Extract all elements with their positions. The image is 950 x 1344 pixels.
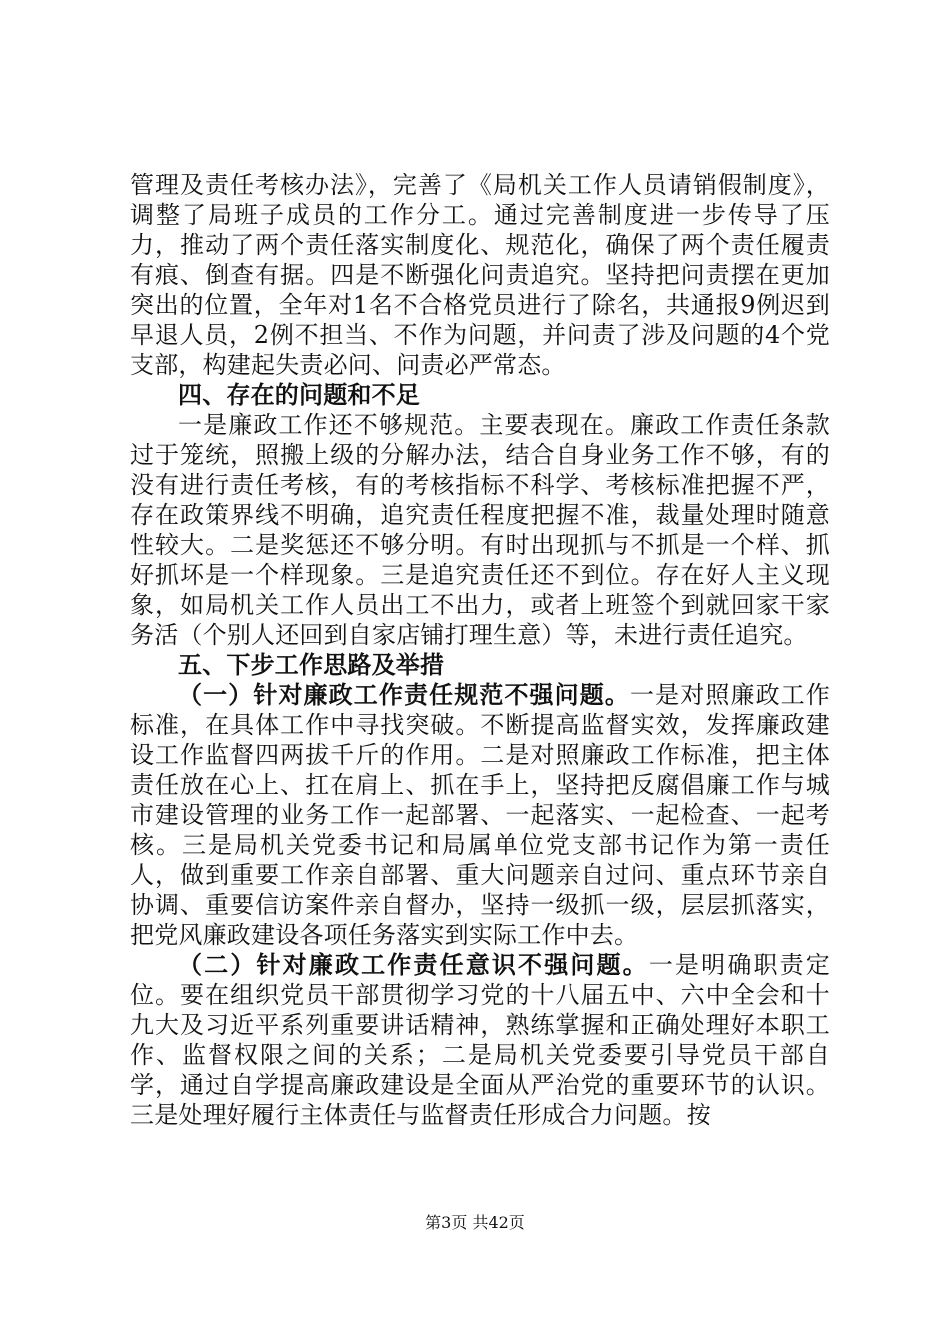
paragraph-measure-2-lead: （二）针对廉政工作责任意识不强问题。 <box>178 950 649 979</box>
paragraph-problems: 一是廉政工作还不够规范。主要表现在。廉政工作责任条款过于笼统，照搬上级的分解办法，结合自身业务工作不够，有的没有进行责任考核，有的考核指标不科学、考核标准把握不严，存在政策界线不明确，追究责任程度把握不准，裁量处理时随意性较大。二是奖惩还不够分明。有时出现抓与不抓是一个样、抓好抓坏是一个样现象。三是追究责任还不到位。存在好人主义现象，如局机关工作人员出工不出力，或者上班签个到就回家干家务活（个别人还回到自家店铺打理生意）等，未进行责任追究。 <box>130 411 830 649</box>
paragraph-measure-1-body: 一是对照廉政工作标准，在具体工作中寻找突破。不断提高监督实效，发挥廉政建设工作监督四两拔千斤的作用。二是对照廉政工作标准，把主体责任放在心上、扛在肩上、抓在手上，坚持把反腐倡廉工作与城市建设管理的业务工作一起部署、一起落实、一起检查、一起考核。三是局机关党委书记和局属单位党支部书记作为第一责任人，做到重要工作亲自部署、重大问题亲自过问、重点环节亲自协调、重要信访案件亲自督办，坚持一级抓一级，层层抓落实，把党风廉政建设各项任务落实到实际工作中去。 <box>130 681 830 949</box>
document-body <box>130 170 830 1130</box>
section-heading-next-steps: 五、下步工作思路及举措 <box>178 650 445 679</box>
paragraph-measure-2 <box>130 950 830 1130</box>
paragraph-measure-1-lead: （一）针对廉政工作责任规范不强问题。 <box>178 680 631 709</box>
paragraph-measure-1 <box>130 680 830 950</box>
section-heading-problems: 四、存在的问题和不足 <box>178 380 420 409</box>
paragraph-continuation: 管理及责任考核办法》，完善了《局机关工作人员请销假制度》，调整了局班子成员的工作分工。通过完善制度进一步传导了压力，推动了两个责任落实制度化、规范化，确保了两个责任履责有痕、倒查有据。四是不断强化问责追究。坚持把问责摆在更加突出的位置，全年对1名不合格党员进行了除名，共通报9例迟到早退人员，2例不担当、不作为问题，并问责了涉及问题的4个党支部，构建起失责必问、问责必严常态。 <box>130 171 830 379</box>
page-number-footer: 第3页 共42页 <box>425 1213 525 1232</box>
paragraph-measure-2-body: 一是明确职责定位。要在组织党员干部贯彻学习党的十八届五中、六中全会和十九大及习近平系列重要讲话精神，熟练掌握和正确处理好本职工作、监督权限之间的关系；二是局机关党委要引导党员干部自学，通过自学提高廉政建设是全面从严治党的重要环节的认识。三是处理好履行主体责任与监督责任形成合力问题。按 <box>130 951 830 1129</box>
